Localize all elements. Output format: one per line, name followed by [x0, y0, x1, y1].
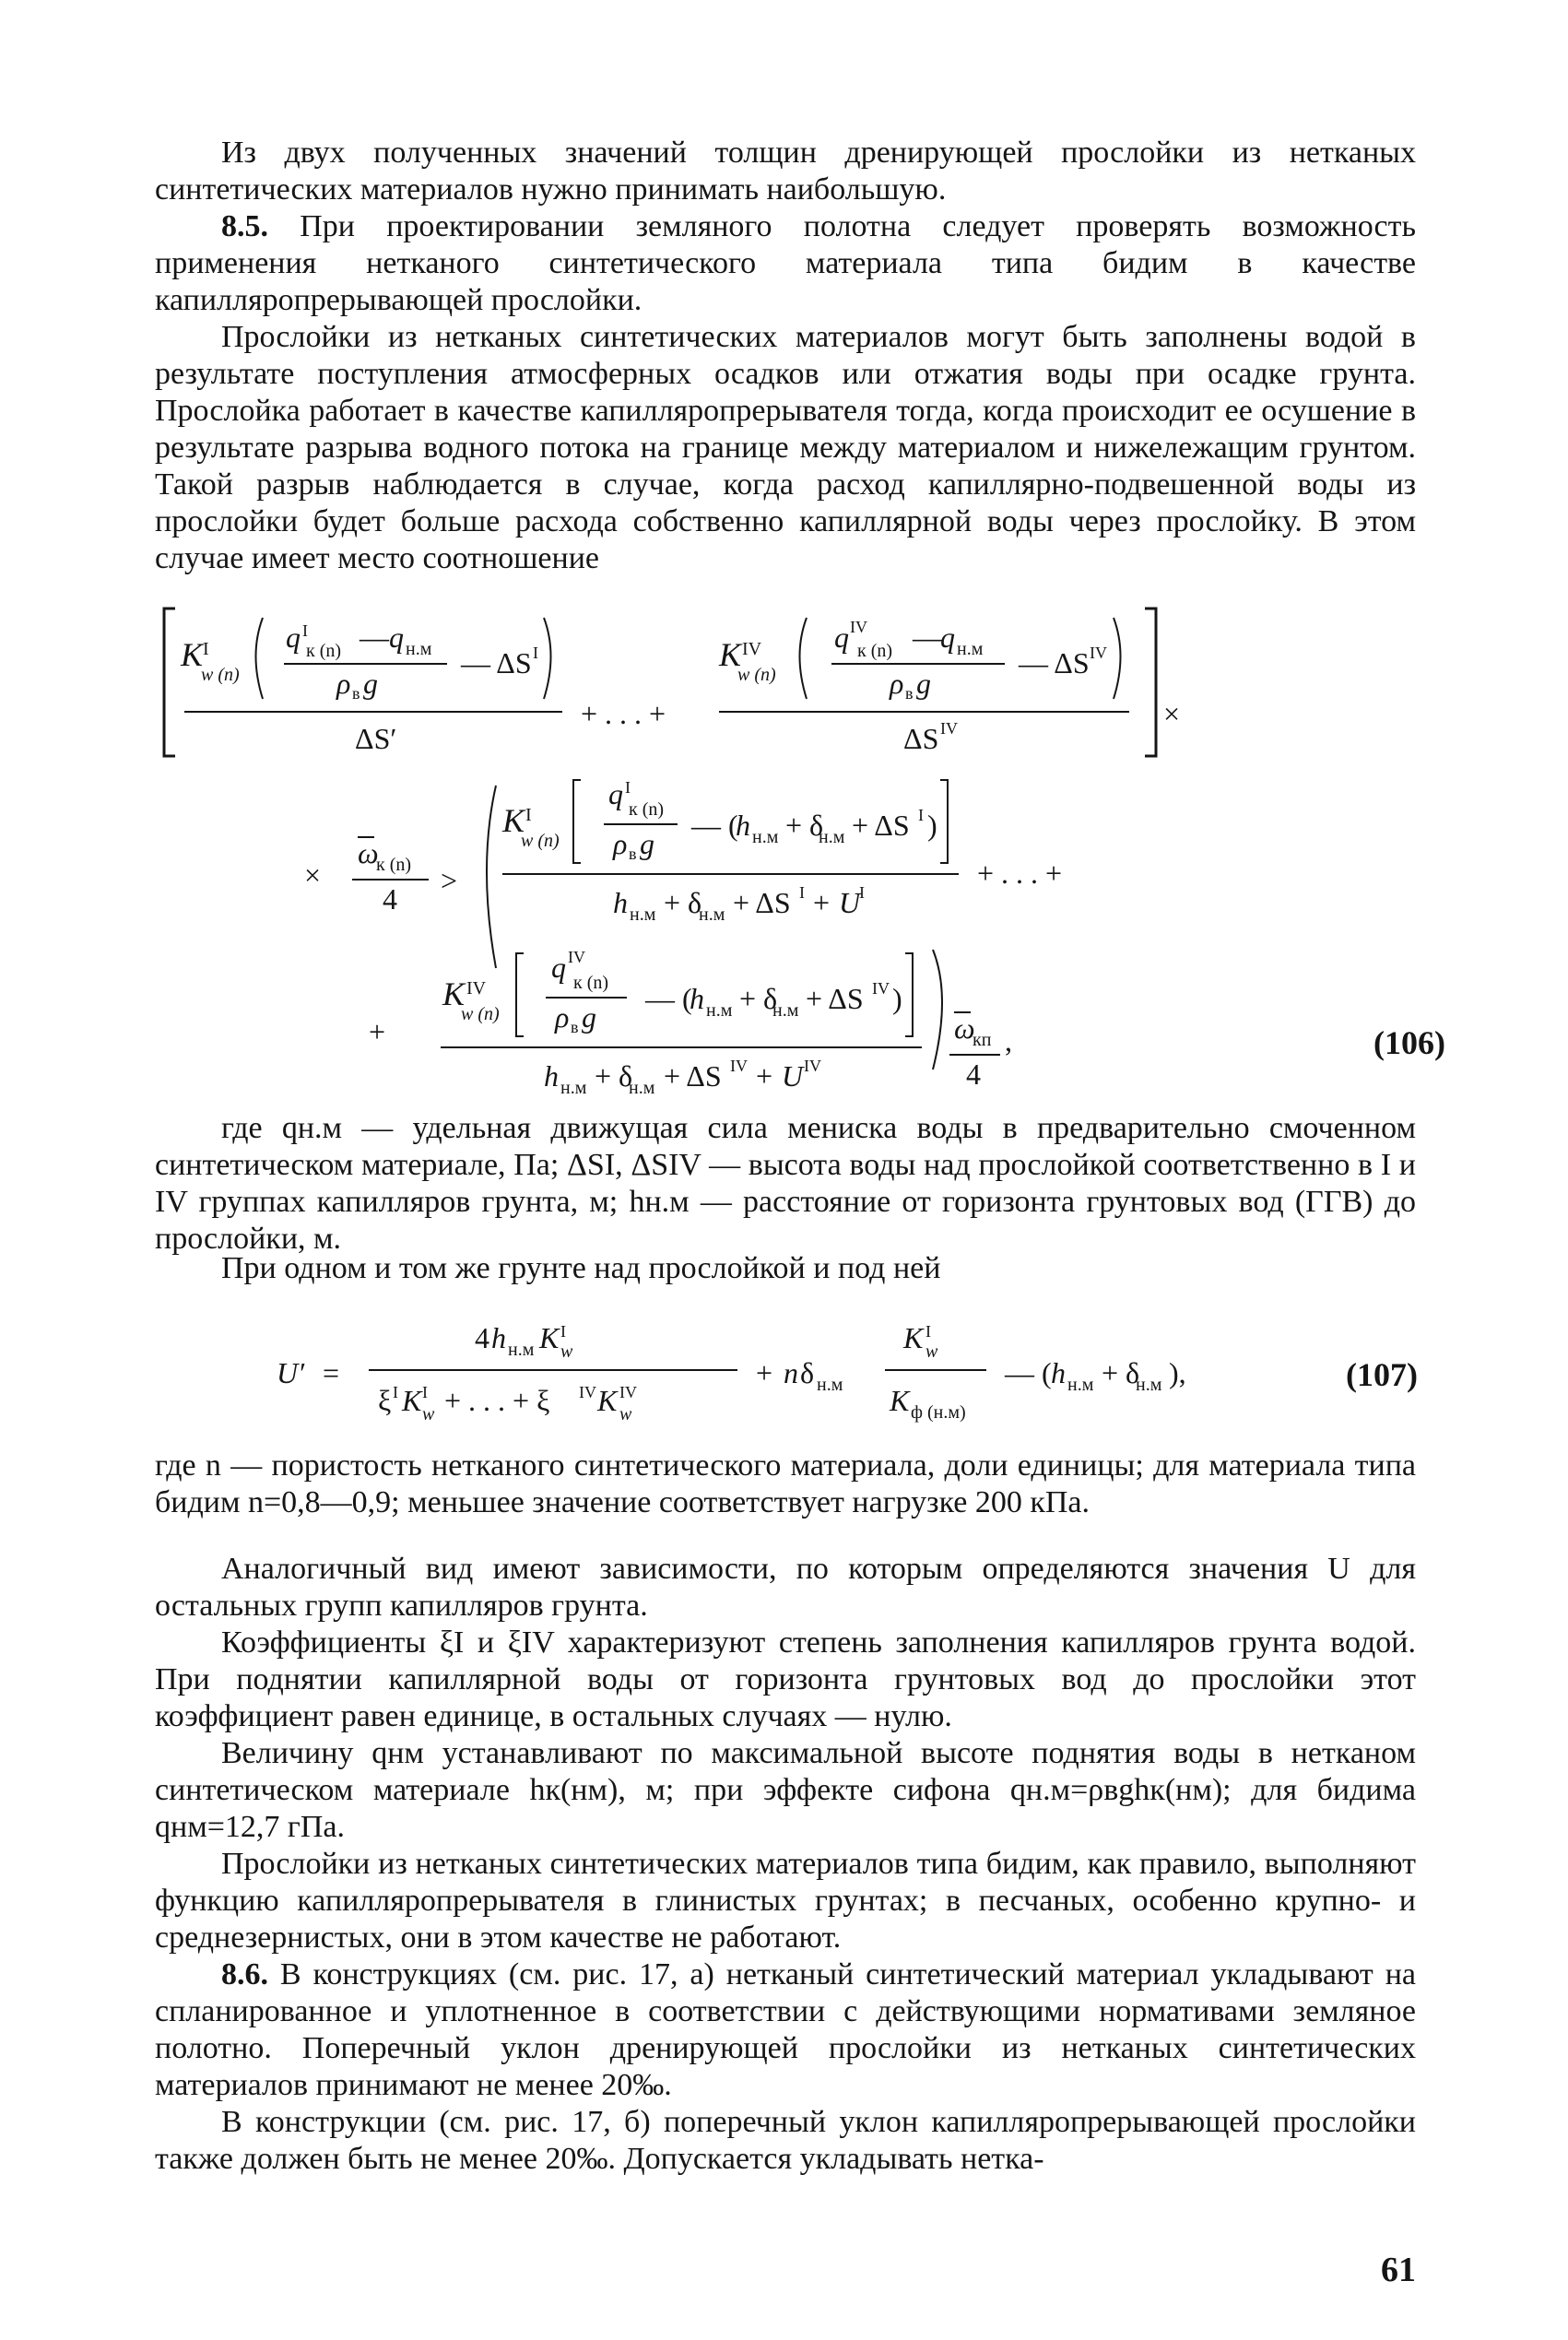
svg-text:+ δ: + δ	[664, 886, 702, 919]
svg-text:w: w	[619, 1404, 632, 1424]
svg-text:IV: IV	[579, 1383, 596, 1401]
svg-text:н.м: н.м	[406, 639, 432, 659]
formula-106	[147, 590, 1445, 1106]
svg-text:ΔS: ΔS	[903, 722, 939, 755]
svg-text:I: I	[422, 1383, 428, 1401]
svg-text:— (: — (	[691, 809, 738, 842]
svg-text:n: n	[784, 1356, 798, 1389]
svg-text:н.м: н.м	[752, 827, 779, 847]
svg-text:в: в	[571, 1018, 579, 1036]
paragraph-8: Коэффициенты ξI и ξIV характеризуют степень заполнения капилляров грунта водой. При поднятии капиллярной воды от горизонта грунтовых вод до прослойки этот коэффициент равен единице, в остальных случаях — нулю.	[155, 1625, 1416, 1733]
svg-text:+ ΔS: + ΔS	[664, 1059, 722, 1093]
svg-text:I: I	[533, 644, 538, 662]
svg-text:IV: IV	[940, 719, 958, 738]
svg-text:н.м: н.м	[508, 1340, 535, 1360]
svg-text:IV: IV	[466, 978, 487, 999]
svg-text:I: I	[203, 639, 209, 659]
svg-text:+ ΔS: + ΔS	[806, 982, 864, 1015]
svg-text:н.м: н.м	[706, 1000, 733, 1021]
svg-text:ρ: ρ	[890, 667, 904, 700]
svg-text:I: I	[393, 1383, 398, 1401]
svg-text:U: U	[782, 1059, 804, 1093]
paragraph-6: где n — пористость нетканого синтетического материала, доли единицы; для материала типа бидим n=0,8—0,9; меньшее значение соответствует нагрузке 200 кПа.	[155, 1448, 1416, 1519]
svg-text:I: I	[925, 1322, 931, 1341]
svg-text:q: q	[389, 620, 404, 654]
svg-text:+: +	[813, 886, 831, 919]
svg-text:g: g	[582, 1000, 596, 1034]
svg-text:K: K	[890, 1384, 910, 1417]
formula-107-graphic	[147, 1309, 1438, 1429]
svg-text:к (n): к (n)	[629, 799, 665, 820]
svg-text:K: K	[402, 1384, 422, 1417]
equation-number-107: (107)	[1346, 1356, 1418, 1393]
svg-text:+ . . . + ξ: + . . . + ξ	[444, 1384, 550, 1417]
svg-text:ρ: ρ	[336, 667, 351, 700]
svg-text:K: K	[903, 1321, 924, 1354]
svg-text:4: 4	[383, 882, 397, 916]
svg-text:+: +	[756, 1059, 773, 1093]
svg-text:к (n): к (n)	[573, 973, 609, 993]
svg-text:+: +	[369, 1015, 386, 1048]
svg-text:w (n): w (n)	[461, 1004, 500, 1024]
svg-text:ξ: ξ	[378, 1384, 392, 1417]
paragraph-10: Прослойки из нетканых синтетических материалов типа бидим, как правило, выполняют функцию капилляропрерывателя в глинистых грунтах; в песчаных, особенно крупно- и среднезернистых, они в этом качестве не работают.	[155, 1847, 1416, 1955]
svg-text:w: w	[560, 1341, 573, 1362]
svg-text:IV: IV	[850, 618, 867, 636]
svg-text:IV: IV	[568, 948, 585, 966]
svg-text:+ . . . +: + . . . +	[581, 697, 666, 730]
svg-text:K: K	[719, 636, 742, 673]
svg-text:ф (н.м): ф (н.м)	[911, 1402, 966, 1423]
svg-text:K: K	[502, 802, 525, 839]
svg-text:w (n): w (n)	[201, 665, 240, 685]
svg-text:q: q	[940, 620, 955, 654]
svg-text:U: U	[839, 886, 861, 919]
svg-text:=: =	[323, 1356, 340, 1389]
svg-text:): )	[927, 809, 937, 842]
svg-text:w: w	[925, 1341, 938, 1362]
svg-text:IV: IV	[619, 1383, 637, 1401]
text-block-top	[155, 135, 1416, 577]
svg-text:+ δ: + δ	[739, 982, 778, 1015]
svg-text:q: q	[608, 777, 623, 810]
svg-text:— (: — (	[1005, 1356, 1052, 1389]
svg-text:IV: IV	[730, 1057, 748, 1075]
paragraph-7: Аналогичный вид имеют зависимости, по которым определяются значения U для остальных групп капилляров грунта.	[155, 1552, 1416, 1623]
svg-text:δ: δ	[800, 1356, 815, 1389]
svg-text:— ΔS: — ΔS	[461, 646, 532, 680]
svg-text:IV: IV	[1090, 644, 1107, 662]
svg-text:в: в	[629, 845, 637, 863]
svg-text:q: q	[286, 620, 301, 654]
svg-text:н.м: н.м	[1136, 1375, 1162, 1395]
svg-text:K: K	[597, 1384, 618, 1417]
svg-text:ΔS′: ΔS′	[355, 722, 397, 755]
svg-text:h: h	[491, 1321, 506, 1354]
svg-text:н.м: н.м	[1067, 1375, 1094, 1395]
svg-text:I: I	[625, 778, 631, 797]
paragraph-8-6: 8.6. В конструкциях (см. рис. 17, а) нетканый синтетический материал укладывают на спланированное и уплотненное в соответствии с действующими нормативами земляное полотно. Поперечный уклон дренирующей прослойки из нетканых синтетических материалов принимают не менее 20‰.	[155, 1957, 1416, 2102]
svg-text:h: h	[736, 809, 750, 842]
paragraph-1: Из двух полученных значений толщин дренирующей прослойки из нетканых синтетических материалов нужно принимать наибольшую.	[155, 136, 1416, 207]
svg-text:g: g	[640, 827, 654, 860]
svg-text:н.м: н.м	[772, 1000, 799, 1021]
svg-text:кп: кп	[973, 1030, 992, 1050]
text-block-p5	[155, 1250, 1416, 1287]
svg-text:h: h	[690, 982, 704, 1015]
svg-text:— (: — (	[645, 982, 692, 1015]
svg-text:+ δ: + δ	[1102, 1356, 1140, 1389]
svg-text:I: I	[918, 806, 924, 824]
svg-text:I: I	[799, 883, 805, 902]
svg-text:I: I	[302, 621, 308, 640]
svg-text:K: K	[442, 975, 466, 1012]
paragraph-12: В конструкции (см. рис. 17, б) поперечный уклон капилляропрерывающей прослойки также должен быть не менее 20‰. Допускается укладывать нетка-	[155, 2105, 1416, 2176]
svg-text:+: +	[756, 1356, 773, 1389]
formula-106-graphic	[147, 590, 1438, 1106]
svg-text:q: q	[834, 620, 849, 654]
svg-text:U′: U′	[277, 1356, 305, 1389]
text-block-middle	[155, 1110, 1416, 1258]
svg-text:h: h	[1051, 1356, 1066, 1389]
svg-text:н.м: н.м	[629, 1078, 655, 1098]
svg-text:н.м: н.м	[699, 904, 725, 925]
svg-text:×: ×	[1163, 697, 1181, 730]
svg-text:q: q	[551, 951, 566, 984]
svg-text:н.м: н.м	[819, 827, 845, 847]
svg-text:к (n): к (n)	[376, 855, 412, 875]
svg-text:+ . . . +: + . . . +	[977, 857, 1063, 890]
svg-text:IV: IV	[742, 639, 762, 659]
svg-text:н.м: н.м	[817, 1375, 843, 1395]
svg-text:K: K	[539, 1321, 560, 1354]
svg-text:IV: IV	[872, 979, 890, 998]
svg-text:,: ,	[1005, 1024, 1012, 1058]
text-block-bottom	[155, 1448, 1416, 2178]
svg-text:ω: ω	[358, 836, 379, 869]
svg-text:н.м: н.м	[630, 904, 656, 925]
svg-text:—: —	[360, 620, 389, 654]
svg-text:g: g	[916, 667, 931, 700]
svg-text:ρ: ρ	[555, 1000, 570, 1034]
paragraph-5: При одном и том же грунте над прослойкой и под ней	[221, 1251, 941, 1285]
svg-text:н.м: н.м	[957, 639, 984, 659]
svg-text:+ δ: + δ	[785, 809, 824, 842]
svg-text:I: I	[859, 883, 865, 902]
svg-text:—: —	[913, 620, 942, 654]
svg-text:w: w	[422, 1404, 435, 1424]
paragraph-8-5: 8.5. При проектировании земляного полотна следует проверять возможность применения нетканого синтетического материала типа бидим в качестве капилляропрерывающей прослойки.	[155, 209, 1416, 317]
svg-text:I: I	[525, 805, 532, 825]
paragraph-4: где qн.м — удельная движущая сила мениска воды в предварительно смоченном синтетическом материале, Па; ΔSI, ΔSIV — высота воды над прослойкой соответственно в I и IV группах капилляров грунта, м; hн.м — расстояние от горизонта грунтовых вод (ГГВ) до прослойки, м.	[155, 1111, 1416, 1256]
svg-text:h: h	[613, 886, 628, 919]
svg-text:к (n): к (n)	[306, 641, 342, 661]
svg-text:+ ΔS: + ΔS	[852, 809, 910, 842]
svg-text:K: K	[181, 636, 204, 673]
svg-text:w (n): w (n)	[521, 831, 560, 851]
svg-text:g: g	[363, 667, 378, 700]
section-number: 8.5.	[221, 209, 268, 243]
svg-text:): )	[892, 982, 902, 1015]
svg-text:IV: IV	[804, 1057, 821, 1075]
svg-text:),: ),	[1169, 1356, 1186, 1389]
svg-text:в: в	[352, 684, 360, 703]
svg-text:×: ×	[304, 858, 322, 892]
svg-text:в: в	[905, 684, 914, 703]
page-number: 61	[1381, 2251, 1416, 2289]
svg-text:h: h	[544, 1059, 559, 1093]
svg-text:>: >	[441, 864, 458, 897]
svg-text:к (n): к (n)	[857, 641, 893, 661]
svg-text:4: 4	[475, 1321, 489, 1354]
paragraph-9: Величину qнм устанавливают по максимальной высоте поднятия воды в нетканом синтетическом материале hк(нм), м; при эффекте сифона qн.м=ρвghк(нм); для бидима qнм=12,7 гПа.	[155, 1736, 1416, 1844]
equation-number-106: (106)	[1373, 1024, 1445, 1061]
svg-text:ρ: ρ	[613, 827, 628, 860]
svg-text:w (n): w (n)	[737, 665, 776, 685]
svg-text:4: 4	[966, 1058, 981, 1091]
svg-text:+ ΔS: + ΔS	[733, 886, 791, 919]
svg-text:+ δ: + δ	[595, 1059, 633, 1093]
svg-text:н.м: н.м	[560, 1078, 587, 1098]
svg-text:— ΔS: — ΔS	[1019, 646, 1090, 680]
svg-text:ω: ω	[954, 1011, 975, 1045]
paragraph-3: Прослойки из нетканых синтетических материалов могут быть заполнены водой в результате поступления атмосферных осадков или отжатия воды при осадке грунта. Прослойка работает в качестве капилляропрерывателя тогда, когда происходит ее осушение в результате разрыва водного потока на границе между материалом и нижележащим грунтом. Такой разрыв наблюдается в случае, когда расход капиллярно-подвешенной воды из прослойки будет больше расхода собственно капиллярной воды через прослойку. В этом случае имеет место соотношение	[155, 320, 1416, 575]
svg-text:I: I	[560, 1322, 566, 1341]
formula-107	[147, 1309, 1438, 1429]
section-number: 8.6.	[221, 1957, 268, 1991]
